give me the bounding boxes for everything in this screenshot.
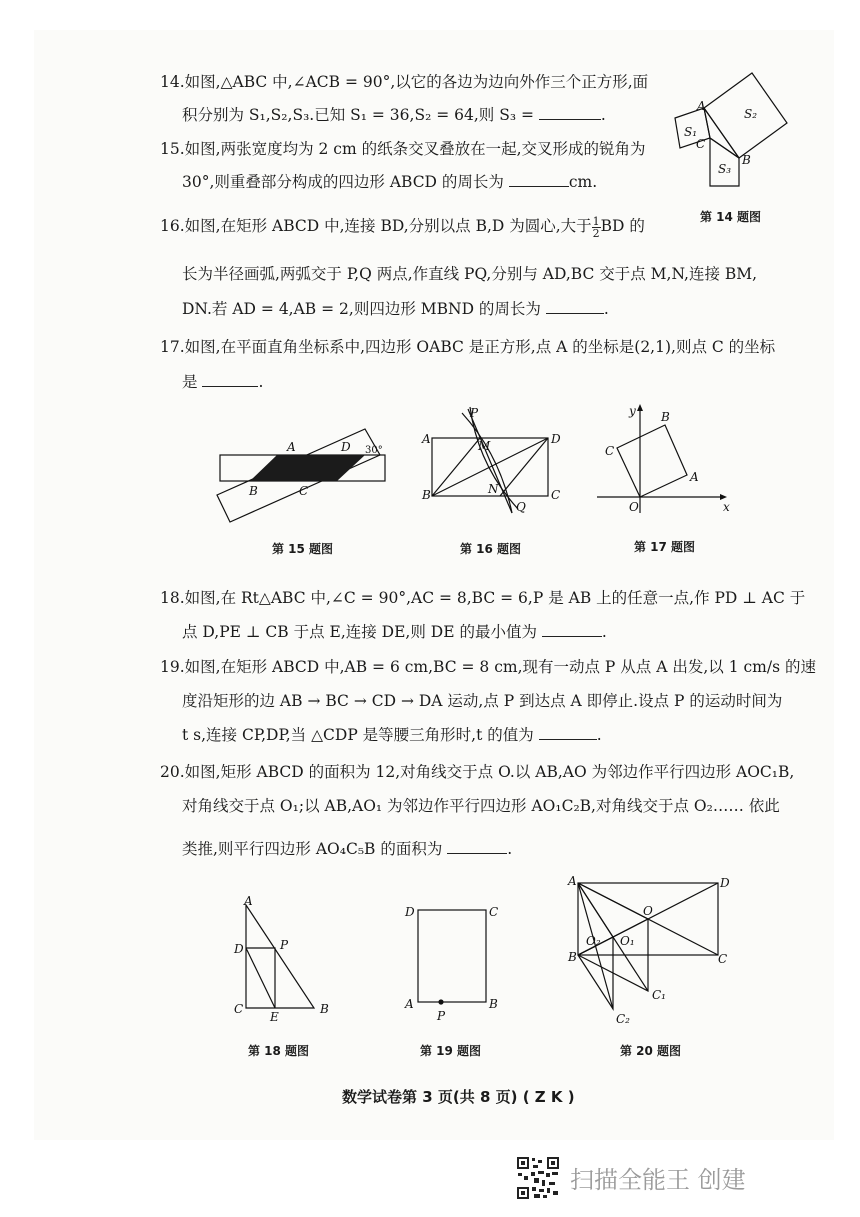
fig14-label-s1: S₁ [684, 125, 698, 139]
fig18-segment-de [246, 948, 275, 1008]
fig14-label-a: A [697, 99, 706, 113]
fig18-label-d: D [234, 942, 244, 956]
fig20-label-a: A [568, 874, 577, 888]
fig19-rectangle [418, 910, 486, 1002]
fig15-label-b: B [249, 484, 258, 498]
q16-line2: 长为半径画弧,两弧交于 P,Q 两点,作直线 PQ,分别与 AD,BC 交于点 M,N,连接 BM, [182, 265, 758, 283]
fig18-label-p: P [280, 938, 289, 952]
fig16-label-b: B [422, 488, 431, 502]
fig15-label-d: D [341, 440, 351, 454]
q17-line2: 是 . [182, 370, 263, 394]
fig16-segment-bm [432, 438, 480, 496]
fig14-label-b: B [742, 153, 751, 167]
fig17-label-o: O [629, 500, 639, 514]
q16-answer-blank [546, 297, 604, 314]
fig15-label-angle: 30° [365, 445, 383, 456]
figure-16 [420, 405, 560, 515]
q14-line1: 14.如图,△ABC 中,∠ACB = 90°,以它的各边为边向外作三个正方形,面 [160, 73, 649, 91]
fig19-label-d: D [405, 905, 415, 919]
q18-line1: 18.如图,在 Rt△ABC 中,∠C = 90°,AC = 8,BC = 6,P 是 AB 上的任意一点,作 PD ⊥ AC 于 [160, 589, 806, 607]
fig19-label-a: A [405, 997, 414, 1011]
fig17-caption: 第 17 题图 [634, 540, 696, 554]
q16-fraction: $\frac{1}{2}$ [592, 214, 600, 240]
scanner-watermark: 扫描全能王 创建 [570, 1166, 746, 1194]
fig20-label-c2: C₂ [616, 1012, 630, 1026]
fig19-label-c: C [489, 905, 499, 919]
q16-line1: 16.如图,在矩形 ABCD 中,连接 BD,分别以点 B,D 为圆心,大于 $\frac{1}{2}$ BD 的 [160, 214, 645, 240]
q17-answer-blank [202, 370, 258, 387]
q14-answer-blank [539, 103, 601, 120]
fig18-label-c: C [234, 1002, 244, 1016]
fig16-label-c: C [551, 488, 561, 502]
q18-line2: 点 D,PE ⊥ CB 于点 E,连接 DE,则 DE 的最小值为 . [182, 620, 607, 644]
q18-answer-blank [542, 620, 602, 637]
fig15-label-c: C [299, 484, 309, 498]
fig20-label-c: C [718, 952, 728, 966]
fig19-point-p [438, 999, 443, 1004]
q15-line2: 30°,则重叠部分构成的四边形 ABCD 的周长为 cm. [182, 170, 597, 194]
fig20-label-o2: O₂ [586, 934, 601, 948]
fig14-caption: 第 14 题图 [700, 210, 762, 224]
fig19-label-b: B [489, 997, 498, 1011]
fig18-label-e: E [270, 1010, 279, 1024]
fig16-line-pq [468, 409, 512, 513]
fig20-label-o: O [643, 904, 653, 918]
fig16-caption: 第 16 题图 [460, 542, 522, 556]
figure-14 [672, 68, 802, 193]
fig16-label-m: M [478, 439, 491, 453]
q14-line2: 积分别为 S₁,S₂,S₃.已知 S₁ = 36,S₂ = 64,则 S₃ = . [182, 103, 606, 127]
fig20-label-o1: O₁ [620, 934, 635, 948]
q19-line3: t s,连接 CP,DP,当 △CDP 是等腰三角形时,t 的值为 . [182, 723, 602, 747]
q19-line2: 度沿矩形的边 AB → BC → CD → DA 运动,点 P 到达点 A 即停止.设点 P 的运动时间为 [182, 692, 783, 710]
q20-line3: 类推,则平行四边形 AO₄C₅B 的面积为 . [182, 837, 512, 861]
fig16-label-q: Q [516, 500, 526, 514]
fig17-y-axis-arrow [637, 404, 643, 411]
fig14-label-s3: S₃ [718, 162, 732, 176]
fig17-label-c: C [605, 444, 615, 458]
fig15-label-a: A [287, 440, 296, 454]
figure-18 [232, 893, 342, 1023]
figure-20 [568, 873, 738, 1033]
fig16-label-p: P [470, 406, 479, 420]
qr-code-icon [516, 1156, 560, 1200]
fig15-overlap-shading [250, 455, 365, 481]
fig17-label-y: y [629, 404, 636, 418]
fig18-caption: 第 18 题图 [248, 1044, 310, 1058]
fig18-triangle-abc [246, 905, 314, 1008]
figure-19 [403, 900, 503, 1025]
fig19-caption: 第 19 题图 [420, 1044, 482, 1058]
q19-line1: 19.如图,在矩形 ABCD 中,AB = 6 cm,BC = 8 cm,现有一动点 P 从点 A 出发,以 1 cm/s 的速 [160, 658, 816, 676]
fig17-label-x: x [723, 500, 730, 514]
fig16-segment-dn [500, 438, 548, 496]
q20-line2: 对角线交于点 O₁;以 AB,AO₁ 为邻边作平行四边形 AO₁C₂B,对角线交于点 O₂…… 依此 [182, 797, 780, 815]
q15-line1: 15.如图,两张宽度均为 2 cm 的纸条交叉叠放在一起,交叉形成的锐角为 [160, 140, 646, 158]
fig14-label-c: C [696, 137, 706, 151]
q19-answer-blank [539, 723, 597, 740]
figure-15 [215, 425, 395, 525]
fig16-label-d: D [551, 432, 561, 446]
fig17-label-a: A [690, 470, 699, 484]
q15-answer-blank [509, 170, 569, 187]
fig18-label-b: B [320, 1002, 329, 1016]
fig15-caption: 第 15 题图 [272, 542, 334, 556]
fig19-label-p: P [437, 1009, 446, 1023]
fig14-label-s2: S₂ [744, 107, 758, 121]
fig16-label-a: A [422, 432, 431, 446]
q20-line1: 20.如图,矩形 ABCD 的面积为 12,对角线交于点 O.以 AB,AO 为邻边作平行四边形 AOC₁B, [160, 763, 795, 781]
fig20-label-d: D [720, 876, 730, 890]
figure-17 [595, 403, 735, 515]
fig17-label-b: B [661, 410, 670, 424]
fig20-label-c1: C₁ [652, 988, 666, 1002]
fig14-triangle [704, 108, 739, 158]
q17-line1: 17.如图,在平面直角坐标系中,四边形 OABC 是正方形,点 A 的坐标是(2,1),则点 C 的坐标 [160, 338, 776, 356]
fig20-label-b: B [568, 950, 577, 964]
fig18-label-a: A [244, 894, 253, 908]
fig20-caption: 第 20 题图 [620, 1044, 682, 1058]
fig17-square-oabc [617, 425, 687, 497]
fig16-label-n: N [488, 482, 499, 496]
page-footer: 数学试卷第 3 页(共 8 页) ( Z K ) [342, 1088, 575, 1106]
q16-line3: DN.若 AD = 4,AB = 2,则四边形 MBND 的周长为 . [182, 297, 609, 321]
q20-answer-blank [447, 837, 507, 854]
